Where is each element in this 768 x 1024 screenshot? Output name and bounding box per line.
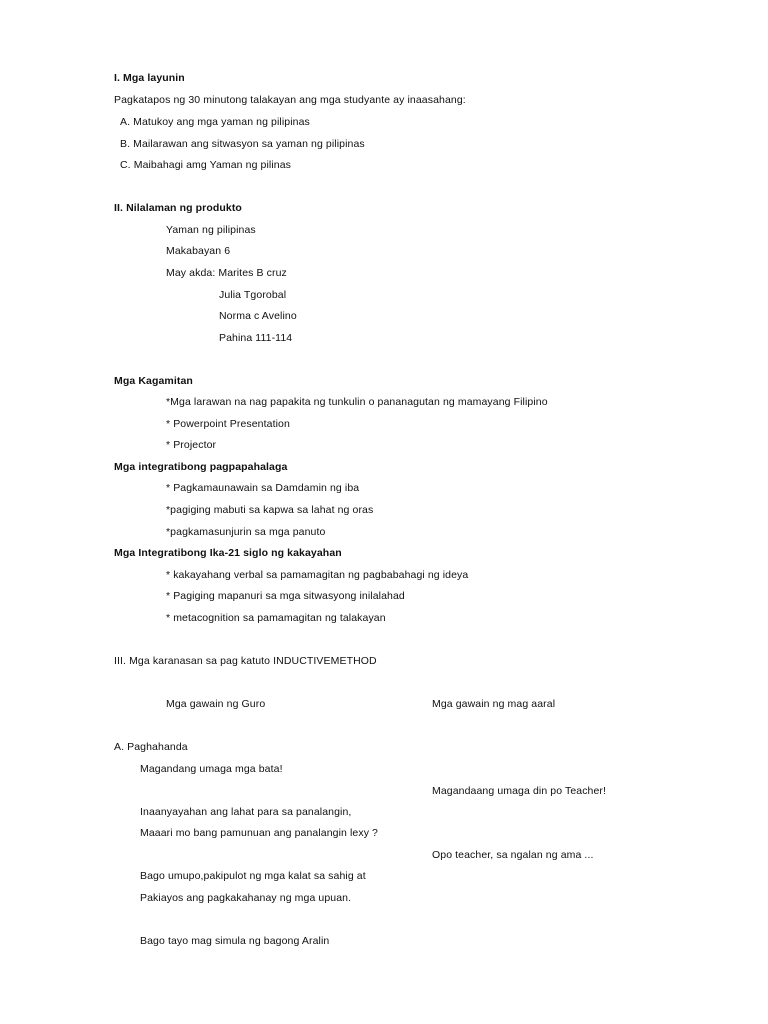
- teacher-line: Bago umupo,pakipulot ng mga kalat sa sahig at: [140, 870, 366, 882]
- section-heading-layunin: I. Mga layunin: [114, 72, 185, 84]
- author-line: Norma c Avelino: [219, 310, 297, 322]
- student-line: Magandaang umaga din po Teacher!: [432, 785, 607, 797]
- list-item: *pagkamasunjurin sa mga panuto: [166, 526, 326, 538]
- section-heading-kakayahan: Mga Integratibong Ika-21 siglo ng kakayahan: [114, 547, 342, 559]
- list-item: *pagiging mabuti sa kapwa sa lahat ng oras: [166, 504, 374, 516]
- list-item: *Mga larawan na nag papakita ng tunkulin o pananagutan ng mamayang Filipino: [166, 396, 548, 408]
- section-heading-nilalaman: II. Nilalaman ng produkto: [114, 202, 242, 214]
- intro-text: Pagkatapos ng 30 minutong talakayan ang mga studyante ay inaasahang:: [114, 94, 466, 106]
- column-header-teacher: Mga gawain ng Guro: [166, 698, 266, 710]
- objective-c: C. Maibahagi amg Yaman ng pilinas: [120, 159, 292, 171]
- content-line: Yaman ng pilipinas: [166, 224, 256, 236]
- teacher-line: Maaari mo bang pamunuan ang panalangin lexy ?: [140, 827, 378, 839]
- content-line: May akda: Marites B cruz: [166, 267, 287, 279]
- objective-b: B. Mailarawan ang sitwasyon sa yaman ng pilipinas: [120, 138, 365, 150]
- list-item: * kakayahang verbal sa pamamagitan ng pagbabahagi ng ideya: [166, 569, 469, 581]
- part-a-heading: A. Paghahanda: [114, 741, 188, 753]
- list-item: * Powerpoint Presentation: [166, 418, 290, 430]
- section-heading-pagpapahalaga: Mga integratibong pagpapahalaga: [114, 461, 288, 473]
- objective-a: A. Matukoy ang mga yaman ng pilipinas: [120, 116, 310, 128]
- page-range-line: Pahina 111-114: [219, 332, 293, 344]
- list-item: * Pagiging mapanuri sa mga sitwasyong inilalahad: [166, 590, 405, 602]
- section-heading-karanasan: III. Mga karanasan sa pag katuto INDUCTIVEMETHOD: [114, 655, 377, 667]
- list-item: * metacognition sa pamamagitan ng talakayan: [166, 612, 386, 624]
- student-line: Opo teacher, sa ngalan ng ama ...: [432, 849, 594, 861]
- column-header-student: Mga gawain ng mag aaral: [432, 698, 556, 710]
- teacher-line: Inaanyayahan ang lahat para sa panalangin,: [140, 806, 352, 818]
- list-item: * Pagkamaunawain sa Damdamin ng iba: [166, 482, 360, 494]
- teacher-line: Magandang umaga mga bata!: [140, 763, 283, 775]
- author-line: Julia Tgorobal: [219, 289, 287, 301]
- content-line: Makabayan 6: [166, 245, 231, 257]
- teacher-line: Bago tayo mag simula ng bagong Aralin: [140, 935, 330, 947]
- teacher-line: Pakiayos ang pagkakahanay ng mga upuan.: [140, 892, 352, 904]
- section-heading-kagamitan: Mga Kagamitan: [114, 375, 193, 387]
- list-item: * Projector: [166, 439, 217, 451]
